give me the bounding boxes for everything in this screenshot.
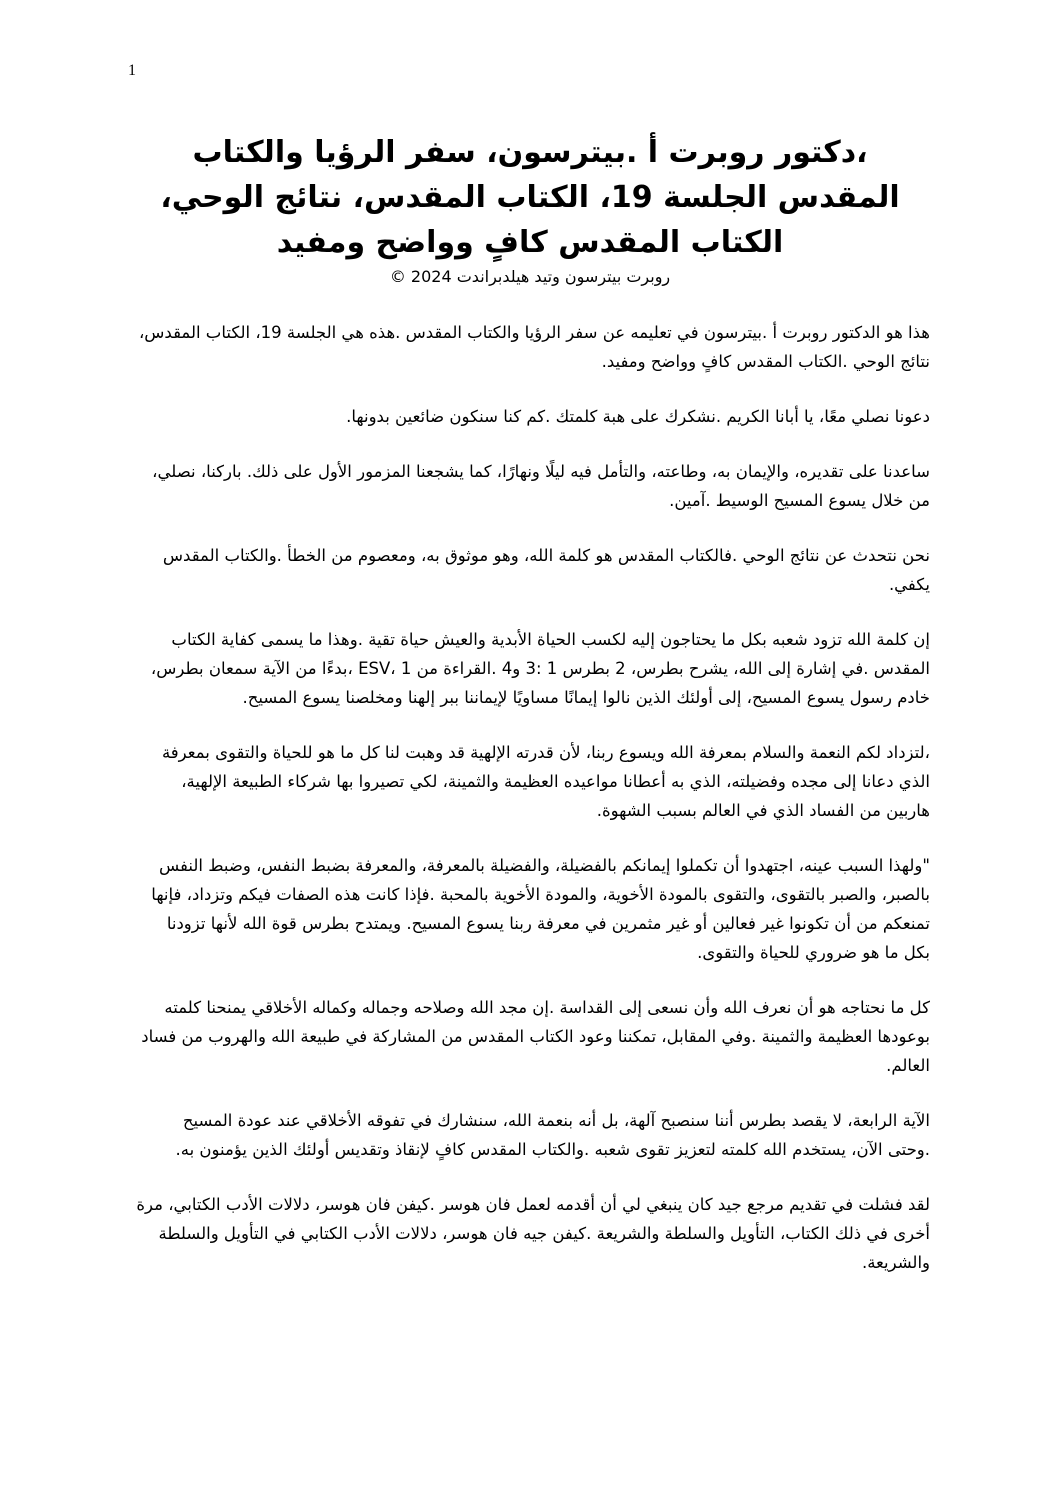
document-body [136, 318, 930, 1303]
title-block [140, 130, 920, 289]
paragraph: لقد فشلت في تقديم مرجع جيد كان ينبغي لي أن أقدمه لعمل فان هوسر .كيفن فان هوسر، دلالات الأدب الكتابي، مرة أخرى في ذلك الكتاب، التأويل والسلطة والشريعة .كيفن جيه فان هوسر، دلالات الأدب الكتابي في التأويل والسلطة والشريعة. [136, 1195, 930, 1272]
document-title: ،دكتور روبرت أ .بيترسون، سفر الرؤيا والكتاب المقدس الجلسة 19، الكتاب المقدس، نتائج الوحي، الكتاب المقدس كافٍ وواضح ومفيد [160, 135, 900, 260]
page-number: 1 [128, 62, 136, 79]
paragraph: ،لتزداد لكم النعمة والسلام بمعرفة الله ويسوع ربنا، لأن قدرته الإلهية قد وهبت لنا كل ما هو للحياة والتقوى بمعرفة الذي دعانا إلى مجده وفضيلته، الذي به أعطانا مواعيده العظيمة والثمينة، لكي تصيروا بها شركاء الطبيعة الإلهية، هاربين من الفساد الذي في العالم بسبب الشهوة. [161, 743, 930, 820]
paragraph: هذا هو الدكتور روبرت أ .بيترسون في تعليمه عن سفر الرؤيا والكتاب المقدس .هذه هي الجلسة 19، الكتاب المقدس، نتائج الوحي .الكتاب المقدس كافٍ وواضح ومفيد. [138, 323, 930, 371]
paragraph: "ولهذا السبب عينه، اجتهدوا أن تكملوا إيمانكم بالفضيلة، والفضيلة بالمعرفة، والمعرفة بضبط النفس، وضبط النفس بالصبر، والصبر بالتقوى، والتقوى بالمودة الأخوية، والمودة الأخوية بالمحبة .فإذا كانت هذه الصفات فيكم وتزداد، فإنها تمنعكم من أن تكونوا غير فعالين أو غير مثمرين في معرفة ربنا يسوع المسيح. ويمتدح بطرس قوة الله لأنها تزودنا بكل ما هو ضروري للحياة والتقوى. [151, 856, 930, 962]
copyright-line: روبرت بيترسون وتيد هيلدبراندت 2024 © [389, 267, 671, 286]
paragraph: دعونا نصلي معًا، يا أبانا الكريم .نشكرك على هبة كلمتك .كم كنا سنكون ضائعين بدونها. [346, 407, 930, 426]
paragraph: كل ما نحتاجه هو أن نعرف الله وأن نسعى إلى القداسة .إن مجد الله وصلاحه وجماله وكماله الأخلاقي يمنحنا كلمته بوعودها العظيمة والثمينة .وفي المقابل، تمكننا وعود الكتاب المقدس من المشاركة في طبيعة الله والهروب من فساد العالم. [141, 998, 930, 1075]
paragraph: ساعدنا على تقديره، والإيمان به، وطاعته، والتأمل فيه ليلًا ونهارًا، كما يشجعنا المزمور الأول على ذلك. باركنا، نصلي، من خلال يسوع المسيح الوسيط .آمين. [152, 462, 930, 510]
paragraph: إن كلمة الله تزود شعبه بكل ما يحتاجون إليه لكسب الحياة الأبدية والعيش حياة تقية .وهذا ما يسمى كفاية الكتاب المقدس .في إشارة إلى الله، يشرح بطرس، 2 بطرس 1 :3 و4 .القراءة من ESV، 1 ،بدءًا من الآية سمعان بطرس، خادم رسول يسوع المسيح، إلى أولئك الذين نالوا إيمانًا مساويًا لإيماننا ببر إلهنا ومخلصنا يسوع المسيح. [150, 630, 930, 707]
paragraph: الآية الرابعة، لا يقصد بطرس أننا سنصبح آلهة، بل أنه بنعمة الله، سنشارك في تفوقه الأخلاقي عند عودة المسيح .وحتى الآن، يستخدم الله كلمته لتعزيز تقوى شعبه .والكتاب المقدس كافٍ لإنقاذ وتقديس أولئك الذين يؤمنون به. [175, 1111, 930, 1159]
paragraph: نحن نتحدث عن نتائج الوحي .فالكتاب المقدس هو كلمة الله، وهو موثوق به، ومعصوم من الخطأ .والكتاب المقدس يكفي. [162, 546, 930, 594]
